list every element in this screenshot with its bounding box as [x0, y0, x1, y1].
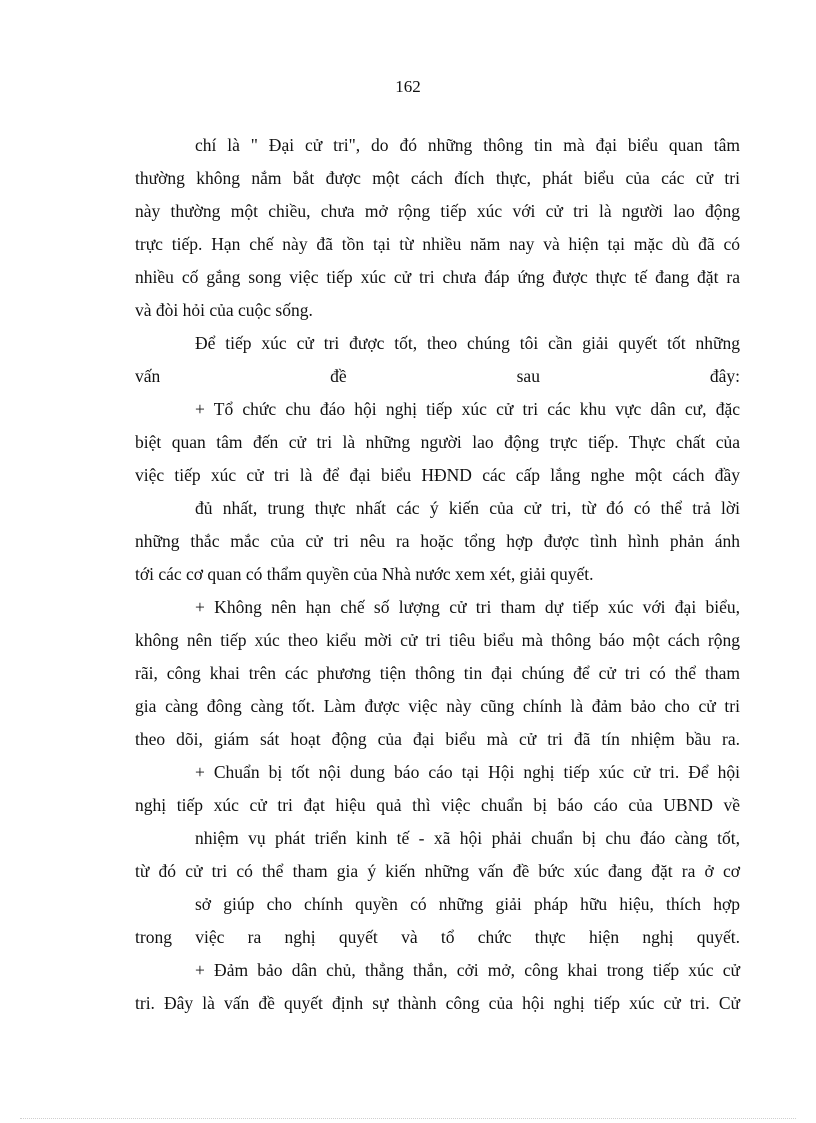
- text-line: này thường một chiều, chưa mở rộng tiếp xúc với cử tri là người lao động: [135, 201, 740, 221]
- text-line: và đòi hỏi của cuộc sống.: [135, 300, 313, 320]
- text-line: nhiệm vụ phát triển kinh tế - xã hội phải chuẩn bị chu đáo càng tốt,: [195, 828, 740, 848]
- text-line: từ đó cử tri có thể tham gia ý kiến những vấn đề bức xúc đang đặt ra ở cơ: [135, 861, 740, 881]
- text-line: chí là " Đại cử tri", do đó những thông tin mà đại biểu quan tâm: [195, 135, 740, 155]
- text-line: gia càng đông càng tốt. Làm được việc này cũng chính là đảm bảo cho cử tri: [135, 696, 740, 716]
- text-line: trực tiếp. Hạn chế này đã tồn tại từ nhiều năm nay và hiện tại mặc dù đã có: [135, 234, 740, 254]
- text-line: tới các cơ quan có thẩm quyền của Nhà nước xem xét, giải quyết.: [135, 564, 594, 584]
- text-line: tri. Đây là vấn đề quyết định sự thành công của hội nghị tiếp xúc cử tri. Cử: [135, 993, 740, 1013]
- text-line: rãi, công khai trên các phương tiện thông tin đại chúng để cử tri có thể tham: [135, 663, 740, 683]
- text-line: việc tiếp xúc cử tri là để đại biểu HĐND các cấp lắng nghe một cách đầy: [135, 465, 740, 485]
- page-number: 162: [395, 77, 421, 96]
- text-line: trong việc ra nghị quyết và tổ chức thực hiện nghị quyết.: [135, 927, 740, 947]
- text-line: vấn đề sau đây:: [135, 366, 740, 386]
- text-line: nghị tiếp xúc cử tri đạt hiệu quả thì việc chuẩn bị báo cáo của UBND về: [135, 795, 740, 815]
- text-line: thường không nắm bắt được một cách đích thực, phát biểu của các cử tri: [135, 168, 740, 188]
- text-line: nhiều cố gắng song việc tiếp xúc cử tri chưa đáp ứng được thực tế đang đặt ra: [135, 267, 740, 287]
- text-line: + Không nên hạn chế số lượng cử tri tham dự tiếp xúc với đại biểu,: [195, 597, 740, 617]
- text-line: đủ nhất, trung thực nhất các ý kiến của cử tri, từ đó có thể trả lời: [195, 498, 740, 518]
- page-bottom-divider: [20, 1118, 796, 1119]
- text-line: không nên tiếp xúc theo kiểu mời cử tri tiêu biểu mà thông báo một cách rộng: [135, 630, 740, 650]
- text-line: Để tiếp xúc cử tri được tốt, theo chúng tôi cần giải quyết tốt những: [195, 333, 740, 353]
- text-line: theo dõi, giám sát hoạt động của đại biểu mà cử tri đã tín nhiệm bầu ra.: [135, 729, 740, 749]
- text-line: biệt quan tâm đến cử tri là những người lao động trực tiếp. Thực chất của: [135, 432, 740, 452]
- text-line: + Đảm bảo dân chủ, thẳng thắn, cởi mở, công khai trong tiếp xúc cử: [195, 960, 740, 980]
- text-line: + Chuẩn bị tốt nội dung báo cáo tại Hội nghị tiếp xúc cử tri. Để hội: [195, 762, 740, 782]
- text-line: những thắc mắc của cử tri nêu ra hoặc tổng hợp được tình hình phản ánh: [135, 531, 740, 551]
- text-line: + Tổ chức chu đáo hội nghị tiếp xúc cử tri các khu vực dân cư, đặc: [195, 399, 740, 419]
- text-line: sở giúp cho chính quyền có những giải pháp hữu hiệu, thích hợp: [195, 894, 740, 914]
